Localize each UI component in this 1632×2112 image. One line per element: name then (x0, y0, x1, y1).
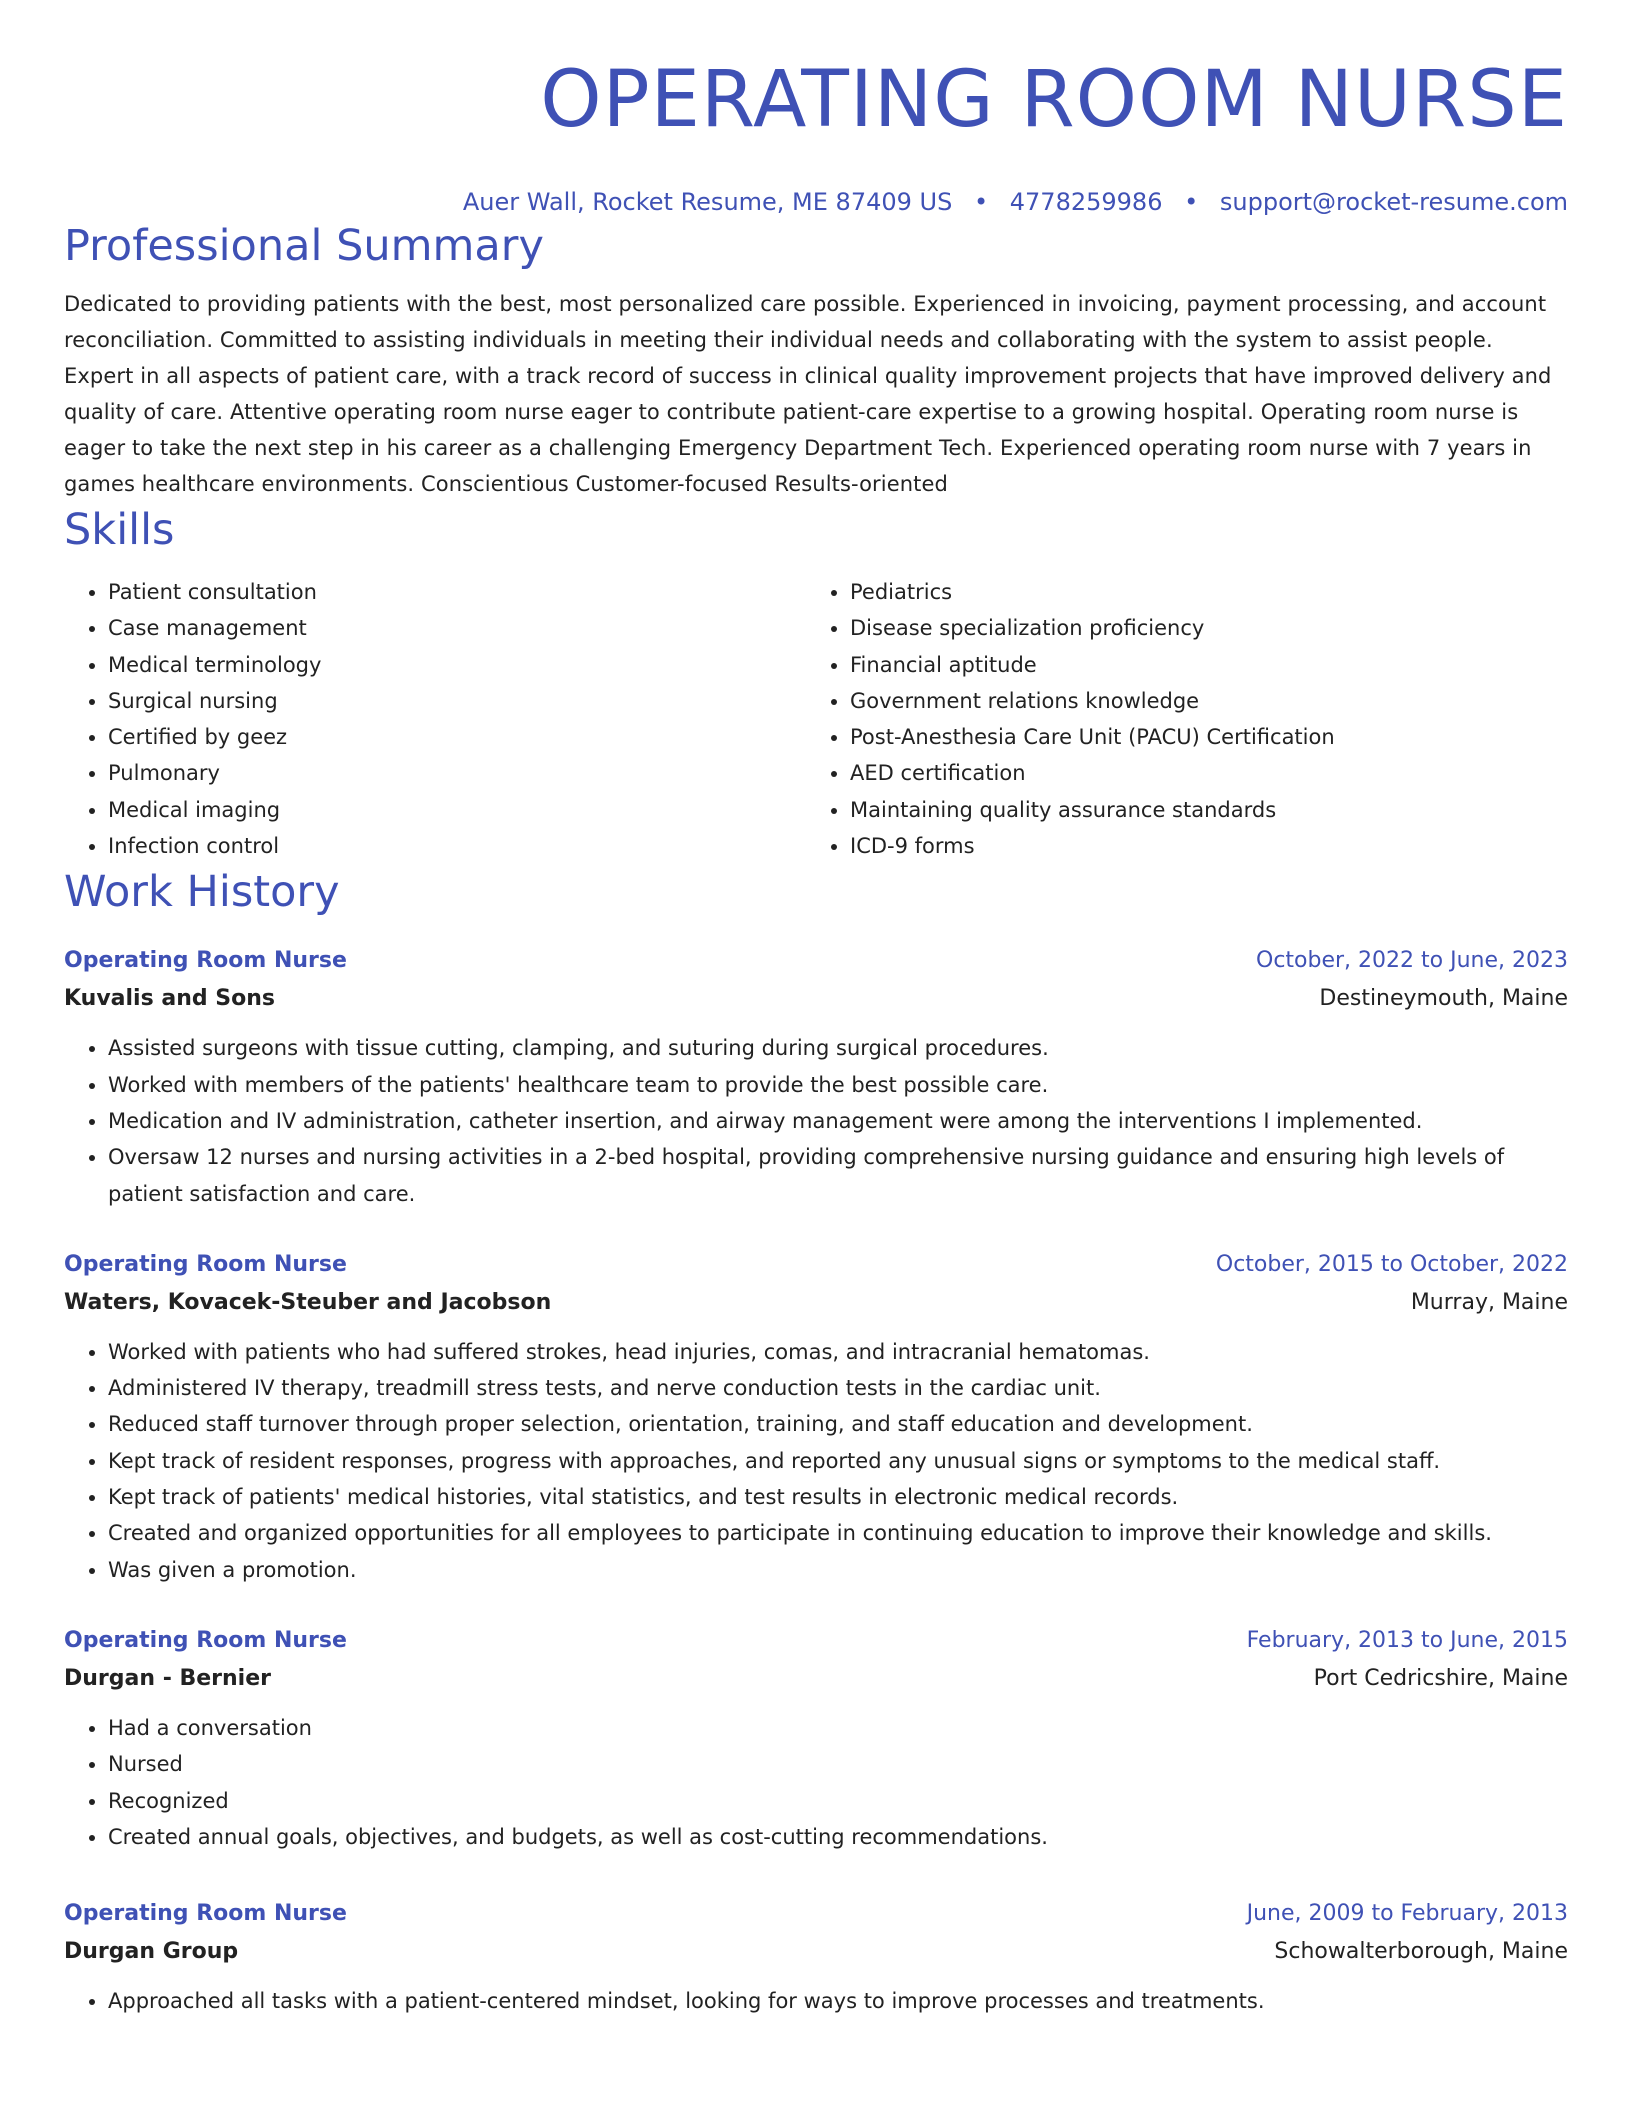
job-location: Port Cedricshire, Maine (1313, 1665, 1568, 1691)
job-bullet: • Kept track of patients' medical histories, vital statistics, and test results in electronic medical records. (108, 1479, 1568, 1515)
skill-item: • Patient consultation (108, 574, 806, 610)
skill-item: • Certified by geez (108, 719, 806, 755)
job-title: Operating Room Nurse (64, 1901, 347, 1927)
summary-text: Dedicated to providing patients with the best, most personalized care possible. Experienced in invoicing, payment processing, and account reconciliation. Committed to assisting individuals in meeting their individual needs and collaborating with the system to assist people. Expert in all aspects of patient care, with a track record of success in clinical quality improvement projects that have improved delivery and quality of care. Attentive operating room nurse eager to contribute patient-care expertise to a growing hospital. Operating room nurse is eager to take the next step in his career as a challenging Emergency Department Tech. Experienced operating room nurse with 7 years in games healthcare environments. Conscientious Customer-focused Results-oriented (64, 292, 1552, 496)
contact-line (64, 186, 1568, 218)
job-bullet: • Worked with members of the patients' healthcare team to provide the best possible care. (108, 1067, 1568, 1103)
skill-item: • Case management (108, 610, 806, 646)
job-bullet: • Recognized (108, 1783, 1568, 1819)
job-bullet: • Nursed (108, 1746, 1568, 1782)
skill-item: • Surgical nursing (108, 683, 806, 719)
skills-list (64, 574, 1568, 864)
skill-item: • Infection control (108, 828, 806, 864)
contact-separator: • (1184, 188, 1199, 216)
work-history-heading: Work History (64, 867, 340, 918)
skill-item: • ICD-9 forms (850, 828, 1548, 864)
job-entry (64, 942, 1568, 1211)
job-company: Durgan Group (64, 1939, 239, 1965)
skill-item: • Post-Anesthesia Care Unit (PACU) Certification (850, 719, 1548, 755)
job-bullet: • Approached all tasks with a patient-centered mindset, looking for ways to improve processes and treatments. (108, 1983, 1568, 2019)
skill-item: • Disease specialization proficiency (850, 610, 1548, 646)
job-dates: October, 2022 to June, 2023 (1256, 948, 1568, 974)
job-bullets (64, 1334, 1568, 1588)
contact-phone: 4778259986 (1009, 188, 1163, 216)
job-entry (64, 1622, 1568, 1855)
skills-column-right (806, 574, 1548, 864)
job-company: Waters, Kovacek-Steuber and Jacobson (64, 1289, 552, 1315)
job-bullet: • Assisted surgeons with tissue cutting, clamping, and suturing during surgical procedures. (108, 1030, 1568, 1066)
job-bullet: • Created and organized opportunities for all employees to participate in continuing education to improve their knowledge and skills. (108, 1515, 1568, 1551)
contact-email: support@rocket-resume.com (1219, 188, 1568, 216)
job-dates: June, 2009 to February, 2013 (1246, 1901, 1568, 1927)
contact-address: Auer Wall, Rocket Resume, ME 87409 US (462, 188, 953, 216)
job-bullet: • Kept track of resident responses, progress with approaches, and reported any unusual signs or symptoms to the medical staff. (108, 1443, 1568, 1479)
job-bullets (64, 1983, 1568, 2019)
skills-column-left (64, 574, 806, 864)
skill-item: • Pediatrics (850, 574, 1548, 610)
job-bullet: • Had a conversation (108, 1710, 1568, 1746)
skill-item: • Maintaining quality assurance standards (850, 792, 1548, 828)
job-company: Kuvalis and Sons (64, 986, 275, 1012)
job-title: Operating Room Nurse (64, 1627, 347, 1653)
skill-item: • Government relations knowledge (850, 683, 1548, 719)
resume-name: OPERATING ROOM NURSE (540, 55, 1568, 145)
skill-item: • Medical terminology (108, 647, 806, 683)
job-dates: October, 2015 to October, 2022 (1215, 1251, 1568, 1277)
skill-item: • Pulmonary (108, 755, 806, 791)
job-location: Murray, Maine (1410, 1289, 1568, 1315)
skill-item: • Financial aptitude (850, 647, 1548, 683)
job-bullet: • Worked with patients who had suffered strokes, head injuries, comas, and intracranial hematomas. (108, 1334, 1568, 1370)
job-location: Schowalterborough, Maine (1274, 1939, 1568, 1965)
job-bullets (64, 1030, 1568, 1211)
job-bullets (64, 1710, 1568, 1855)
job-bullet: • Was given a promotion. (108, 1552, 1568, 1588)
skill-item: • AED certification (850, 755, 1548, 791)
job-bullet: • Created annual goals, objectives, and budgets, as well as cost-cutting recommendations. (108, 1819, 1568, 1855)
job-location: Destineymouth, Maine (1319, 986, 1568, 1012)
job-title: Operating Room Nurse (64, 948, 347, 974)
contact-separator: • (973, 188, 989, 216)
job-bullet: • Medication and IV administration, catheter insertion, and airway management were among the interventions I implemented. (108, 1103, 1568, 1139)
skill-item: • Medical imaging (108, 792, 806, 828)
skills-heading: Skills (64, 505, 175, 555)
job-title: Operating Room Nurse (64, 1251, 347, 1277)
job-entry (64, 1246, 1568, 1588)
summary-heading: Professional Summary (64, 221, 544, 271)
job-bullet: • Administered IV therapy, treadmill stress tests, and nerve conduction tests in the cardiac unit. (108, 1370, 1568, 1406)
job-bullet: • Reduced staff turnover through proper selection, orientation, training, and staff education and development. (108, 1406, 1568, 1442)
job-entry (64, 1895, 1568, 2019)
job-company: Durgan - Bernier (64, 1665, 271, 1691)
job-bullet: • Oversaw 12 nurses and nursing activities in a 2-bed hospital, providing comprehensive nursing guidance and ensuring high levels of patient satisfaction and care. (108, 1139, 1568, 1212)
job-dates: February, 2013 to June, 2015 (1246, 1627, 1568, 1653)
